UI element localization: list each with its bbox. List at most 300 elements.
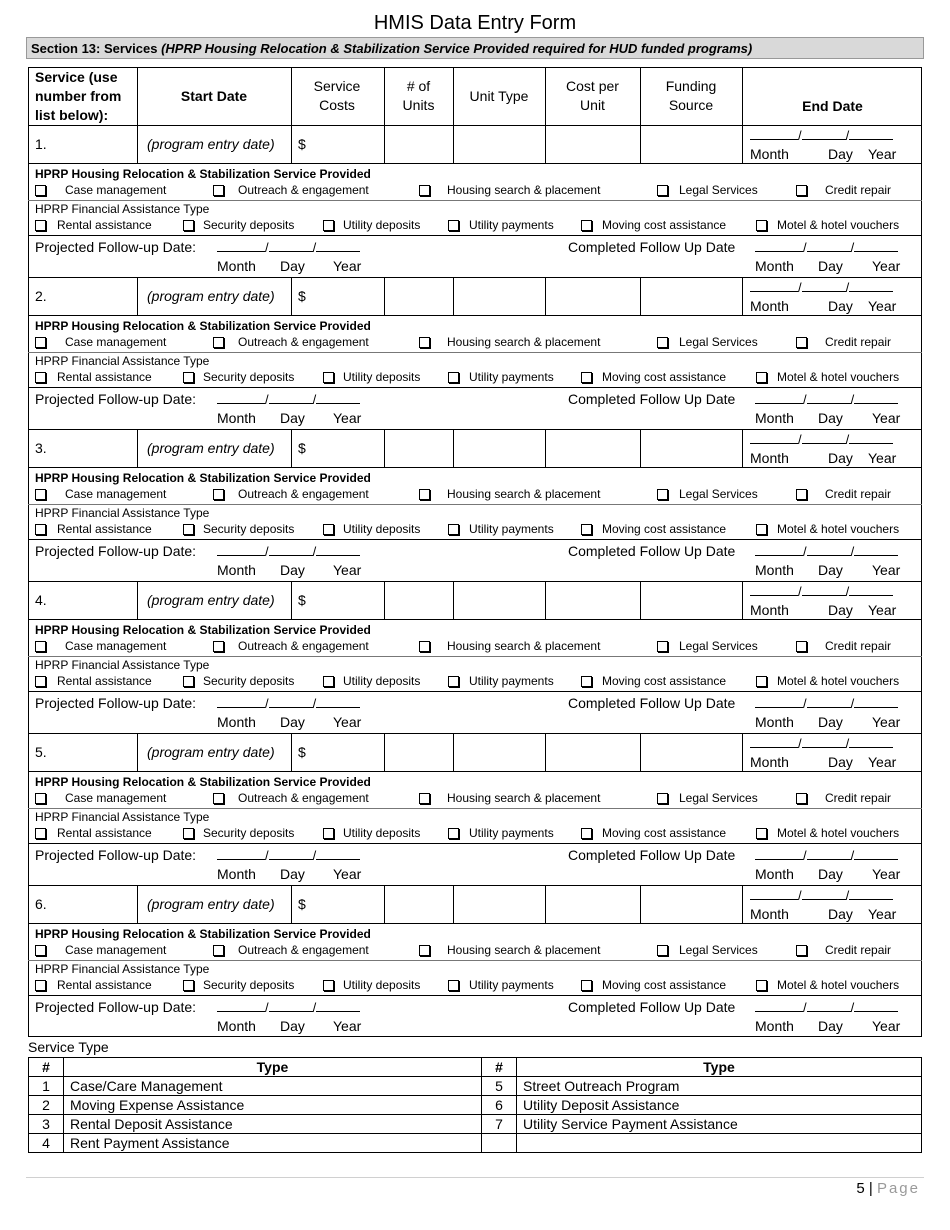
projected-date-day-input[interactable] (269, 999, 313, 1012)
cell-divider (742, 885, 743, 923)
hprp-service-label: Case management (65, 183, 167, 197)
hprp-service-label: Outreach & engagement (238, 335, 369, 349)
completed-date-fields (755, 847, 898, 863)
year-label: Year (333, 410, 362, 426)
checkbox[interactable] (419, 945, 430, 956)
financial-type-label: Rental assistance (57, 370, 152, 384)
cell-divider (453, 733, 454, 771)
hprp-service-label: Legal Services (679, 943, 758, 957)
cost-per-unit-input[interactable] (553, 889, 635, 921)
row-divider (28, 163, 922, 164)
cost-per-unit-input[interactable] (553, 737, 635, 769)
checkbox[interactable] (323, 220, 334, 231)
projected-date-month-input[interactable] (217, 999, 265, 1012)
hprp-service-label: Credit repair (825, 335, 892, 349)
cell-divider (545, 581, 546, 619)
checkbox[interactable] (657, 337, 668, 348)
checkbox[interactable] (213, 641, 224, 652)
end-date-day-input[interactable] (802, 583, 846, 596)
start-date-value[interactable]: (program entry date) (147, 896, 275, 912)
date-slash: / (798, 432, 802, 447)
cell-divider (545, 277, 546, 315)
start-date-value[interactable]: (program entry date) (147, 440, 275, 456)
projected-followup-label: Projected Follow-up Date: (35, 543, 197, 559)
start-date-value[interactable]: (program entry date) (147, 592, 275, 608)
day-label: Day (280, 562, 305, 578)
row-number: 2. (35, 288, 47, 304)
day-label: Day (280, 1018, 305, 1034)
completed-followup-label: Completed Follow Up Date (568, 391, 736, 407)
month-label: Month (217, 562, 256, 578)
day-label: Day (818, 258, 843, 274)
checkbox[interactable] (796, 945, 807, 956)
checkbox[interactable] (756, 980, 767, 991)
date-slash: / (803, 1000, 807, 1015)
month-label: Month (755, 714, 794, 730)
checkbox[interactable] (35, 980, 46, 991)
hprp-service-label: Outreach & engagement (238, 183, 369, 197)
checkbox[interactable] (796, 489, 807, 500)
projected-date-fields (217, 391, 360, 407)
day-label: Day (828, 754, 853, 770)
end-date-month-input[interactable] (750, 583, 798, 596)
projected-date-year-input[interactable] (316, 391, 360, 404)
cost-per-unit-input[interactable] (553, 585, 635, 617)
funding-source-input[interactable] (648, 737, 736, 769)
service-costs-input[interactable]: $ (298, 136, 306, 152)
cell-divider (291, 733, 292, 771)
table-header-cell: Type (64, 1058, 482, 1077)
date-slash: / (265, 544, 269, 559)
checkbox[interactable] (35, 793, 46, 804)
block-divider (28, 885, 922, 886)
date-slash: / (845, 432, 850, 447)
completed-date-fields (755, 239, 898, 255)
projected-date-year-input[interactable] (316, 695, 360, 708)
checkbox[interactable] (756, 220, 767, 231)
checkbox[interactable] (213, 337, 224, 348)
completed-date-month-input[interactable] (755, 695, 803, 708)
financial-type-label: Utility deposits (343, 218, 421, 232)
completed-date-fields (755, 543, 898, 559)
checkbox[interactable] (448, 220, 459, 231)
completed-date-month-input[interactable] (755, 999, 803, 1012)
end-date-day-input[interactable] (802, 735, 846, 748)
hprp-service-label: Credit repair (825, 183, 892, 197)
day-label: Day (818, 1018, 843, 1034)
month-label: Month (217, 258, 256, 274)
section-note: (HPRP Housing Relocation & Stabilization Service Provided required for HUD funded programs) (161, 41, 753, 56)
checkbox[interactable] (35, 524, 46, 535)
col-header-end-date: End Date (802, 98, 863, 114)
projected-followup-label: Projected Follow-up Date: (35, 239, 197, 255)
checkbox[interactable] (183, 220, 194, 231)
projected-date-day-input[interactable] (269, 847, 313, 860)
table-cell: 5 (482, 1077, 517, 1096)
financial-type-label: Moving cost assistance (602, 674, 727, 688)
row-number: 1. (35, 136, 47, 152)
service-costs-input[interactable]: $ (298, 896, 306, 912)
checkbox[interactable] (35, 220, 46, 231)
cell-divider (384, 277, 385, 315)
end-date-year-input[interactable] (849, 431, 893, 444)
checkbox[interactable] (35, 641, 46, 652)
col-header-start-date: Start Date (180, 88, 248, 104)
checkbox[interactable] (448, 980, 459, 991)
checkbox[interactable] (448, 676, 459, 687)
end-date-year-input[interactable] (849, 583, 893, 596)
completed-date-month-input[interactable] (755, 543, 803, 556)
col-header-service: Service (use number from list below): (35, 69, 122, 123)
start-date-value[interactable]: (program entry date) (147, 136, 275, 152)
checkbox[interactable] (581, 828, 592, 839)
table-cell: Moving Expense Assistance (64, 1096, 482, 1115)
col-header-service-costs: Service Costs (313, 78, 361, 113)
checkbox[interactable] (213, 185, 224, 196)
cell-divider (384, 125, 385, 163)
financial-type-label: Motel & hotel vouchers (777, 370, 900, 384)
hprp-service-label: Case management (65, 335, 167, 349)
checkbox[interactable] (581, 980, 592, 991)
completed-date-day-input[interactable] (807, 543, 851, 556)
completed-date-month-input[interactable] (755, 239, 803, 252)
page-footer (856, 1180, 920, 1197)
completed-date-year-input[interactable] (854, 543, 898, 556)
end-date-year-input[interactable] (849, 887, 893, 900)
date-slash: / (850, 696, 855, 711)
day-label: Day (828, 906, 853, 922)
units-input[interactable] (392, 129, 446, 161)
year-label: Year (333, 562, 362, 578)
checkbox[interactable] (323, 372, 334, 383)
checkbox[interactable] (419, 185, 430, 196)
checkbox[interactable] (323, 980, 334, 991)
row-number: 5. (35, 744, 47, 760)
funding-source-input[interactable] (648, 281, 736, 313)
projected-date-year-input[interactable] (316, 999, 360, 1012)
cost-per-unit-input[interactable] (553, 129, 635, 161)
projected-date-month-input[interactable] (217, 695, 265, 708)
funding-source-input[interactable] (648, 129, 736, 161)
hprp-service-label: Credit repair (825, 943, 892, 957)
completed-date-fields (755, 695, 898, 711)
end-date-day-input[interactable] (802, 431, 846, 444)
checkbox[interactable] (448, 524, 459, 535)
table-cell: Utility Service Payment Assistance (517, 1115, 922, 1134)
projected-date-month-input[interactable] (217, 239, 265, 252)
checkbox[interactable] (213, 489, 224, 500)
projected-followup-label: Projected Follow-up Date: (35, 999, 197, 1015)
col-header-unit-type: Unit Type (469, 88, 529, 104)
table-cell: Rental Deposit Assistance (64, 1115, 482, 1134)
financial-type-label: Utility payments (469, 218, 554, 232)
day-label: Day (818, 866, 843, 882)
date-slash: / (803, 392, 807, 407)
financial-type-label: Motel & hotel vouchers (777, 826, 900, 840)
service-costs-input[interactable]: $ (298, 440, 306, 456)
hprp-service-label: Housing search & placement (447, 639, 601, 653)
unit-type-input[interactable] (461, 737, 539, 769)
funding-source-input[interactable] (648, 889, 736, 921)
projected-date-month-input[interactable] (217, 847, 265, 860)
checkbox[interactable] (581, 524, 592, 535)
completed-date-year-input[interactable] (854, 239, 898, 252)
service-type-caption: Service Type (28, 1039, 109, 1055)
hprp-service-label: Outreach & engagement (238, 639, 369, 653)
hprp-service-label: Case management (65, 639, 167, 653)
year-label: Year (868, 450, 897, 466)
service-costs-input[interactable]: $ (298, 592, 306, 608)
completed-date-day-input[interactable] (807, 239, 851, 252)
checkbox[interactable] (323, 676, 334, 687)
hprp-service-label: Legal Services (679, 487, 758, 501)
checkbox[interactable] (35, 337, 46, 348)
section-label: Section 13: Services (31, 41, 158, 56)
row-divider (28, 808, 922, 809)
day-label: Day (828, 450, 853, 466)
units-input[interactable] (392, 737, 446, 769)
completed-date-month-input[interactable] (755, 391, 803, 404)
unit-type-input[interactable] (461, 281, 539, 313)
funding-source-input[interactable] (648, 585, 736, 617)
hprp-service-label: Legal Services (679, 639, 758, 653)
financial-type-label: Motel & hotel vouchers (777, 522, 900, 536)
table-cell: Case/Care Management (64, 1077, 482, 1096)
completed-date-year-input[interactable] (854, 391, 898, 404)
cell-divider (384, 581, 385, 619)
end-date-year-input[interactable] (849, 127, 893, 140)
units-input[interactable] (392, 889, 446, 921)
financial-type-label: Rental assistance (57, 218, 152, 232)
financial-heading: HPRP Financial Assistance Type (35, 202, 210, 216)
hprp-service-label: Outreach & engagement (238, 791, 369, 805)
end-date-fields (750, 127, 893, 143)
checkbox[interactable] (35, 945, 46, 956)
projected-date-day-input[interactable] (269, 695, 313, 708)
year-label: Year (333, 866, 362, 882)
unit-type-input[interactable] (461, 889, 539, 921)
units-input[interactable] (392, 433, 446, 465)
month-label: Month (755, 258, 794, 274)
financial-type-label: Security deposits (203, 978, 295, 992)
checkbox[interactable] (35, 489, 46, 500)
completed-followup-label: Completed Follow Up Date (568, 239, 736, 255)
row-divider (28, 995, 922, 996)
financial-type-label: Utility deposits (343, 674, 421, 688)
checkbox[interactable] (35, 828, 46, 839)
start-date-value[interactable]: (program entry date) (147, 744, 275, 760)
checkbox[interactable] (581, 220, 592, 231)
date-slash: / (850, 240, 855, 255)
completed-date-day-input[interactable] (807, 847, 851, 860)
units-input[interactable] (392, 585, 446, 617)
completed-date-year-input[interactable] (854, 847, 898, 860)
start-date-value[interactable]: (program entry date) (147, 288, 275, 304)
year-label: Year (333, 1018, 362, 1034)
completed-date-year-input[interactable] (854, 999, 898, 1012)
end-date-day-input[interactable] (802, 127, 846, 140)
checkbox[interactable] (657, 489, 668, 500)
funding-source-input[interactable] (648, 433, 736, 465)
checkbox[interactable] (35, 185, 46, 196)
financial-type-label: Utility payments (469, 978, 554, 992)
end-date-day-input[interactable] (802, 887, 846, 900)
cell-divider (137, 581, 138, 619)
checkbox[interactable] (581, 372, 592, 383)
checkbox[interactable] (796, 641, 807, 652)
checkbox[interactable] (796, 185, 807, 196)
unit-type-input[interactable] (461, 585, 539, 617)
cell-divider (137, 429, 138, 467)
checkbox[interactable] (756, 676, 767, 687)
table-header-cell: # (482, 1058, 517, 1077)
table-header-cell: # (29, 1058, 64, 1077)
projected-date-day-input[interactable] (269, 391, 313, 404)
row-divider (28, 467, 922, 468)
end-date-day-input[interactable] (802, 279, 846, 292)
checkbox[interactable] (183, 980, 194, 991)
month-label: Month (217, 866, 256, 882)
checkbox[interactable] (448, 828, 459, 839)
projected-date-fields (217, 695, 360, 711)
projected-date-day-input[interactable] (269, 239, 313, 252)
checkbox[interactable] (581, 676, 592, 687)
service-costs-input[interactable]: $ (298, 288, 306, 304)
hprp-service-heading: HPRP Housing Relocation & Stabilization Service Provided (35, 167, 371, 181)
block-divider (28, 277, 922, 278)
cell-divider (453, 429, 454, 467)
projected-date-year-input[interactable] (316, 543, 360, 556)
hprp-service-heading: HPRP Housing Relocation & Stabilization Service Provided (35, 927, 371, 941)
checkbox[interactable] (419, 337, 430, 348)
month-label: Month (750, 754, 789, 770)
hprp-service-heading: HPRP Housing Relocation & Stabilization Service Provided (35, 623, 371, 637)
cell-divider (291, 429, 292, 467)
checkbox[interactable] (183, 828, 194, 839)
table-row (29, 1115, 922, 1134)
cell-divider (453, 277, 454, 315)
checkbox[interactable] (796, 793, 807, 804)
financial-type-label: Moving cost assistance (602, 978, 727, 992)
cell-divider (640, 885, 641, 923)
checkbox[interactable] (796, 337, 807, 348)
checkbox[interactable] (183, 372, 194, 383)
completed-date-day-input[interactable] (807, 391, 851, 404)
unit-type-input[interactable] (461, 433, 539, 465)
projected-date-month-input[interactable] (217, 391, 265, 404)
table-header-row (29, 1058, 922, 1077)
month-label: Month (750, 146, 789, 162)
hprp-service-label: Housing search & placement (447, 335, 601, 349)
financial-type-label: Rental assistance (57, 522, 152, 536)
checkbox[interactable] (323, 524, 334, 535)
checkbox[interactable] (419, 793, 430, 804)
row-divider (28, 771, 922, 772)
end-date-year-input[interactable] (849, 279, 893, 292)
end-date-month-input[interactable] (750, 887, 798, 900)
row-divider (28, 619, 922, 620)
row-divider (28, 539, 922, 540)
date-slash: / (312, 544, 317, 559)
end-date-month-input[interactable] (750, 735, 798, 748)
checkbox[interactable] (756, 828, 767, 839)
financial-type-label: Security deposits (203, 826, 295, 840)
financial-heading: HPRP Financial Assistance Type (35, 506, 210, 520)
checkbox[interactable] (419, 489, 430, 500)
checkbox[interactable] (213, 793, 224, 804)
hprp-service-label: Credit repair (825, 791, 892, 805)
checkbox[interactable] (756, 372, 767, 383)
day-label: Day (828, 602, 853, 618)
checkbox[interactable] (657, 793, 668, 804)
projected-date-year-input[interactable] (316, 239, 360, 252)
end-date-month-input[interactable] (750, 127, 798, 140)
projected-date-day-input[interactable] (269, 543, 313, 556)
completed-date-month-input[interactable] (755, 847, 803, 860)
checkbox[interactable] (323, 828, 334, 839)
date-slash: / (845, 280, 850, 295)
units-input[interactable] (392, 281, 446, 313)
projected-followup-label: Projected Follow-up Date: (35, 391, 197, 407)
service-costs-input[interactable]: $ (298, 744, 306, 760)
checkbox[interactable] (183, 676, 194, 687)
cost-per-unit-input[interactable] (553, 433, 635, 465)
end-date-year-input[interactable] (849, 735, 893, 748)
checkbox[interactable] (756, 524, 767, 535)
hprp-service-label: Credit repair (825, 639, 892, 653)
financial-type-label: Utility deposits (343, 826, 421, 840)
checkbox[interactable] (419, 641, 430, 652)
projected-date-month-input[interactable] (217, 543, 265, 556)
checkbox[interactable] (213, 945, 224, 956)
financial-type-label: Motel & hotel vouchers (777, 978, 900, 992)
hprp-service-label: Housing search & placement (447, 183, 601, 197)
projected-date-year-input[interactable] (316, 847, 360, 860)
completed-date-year-input[interactable] (854, 695, 898, 708)
date-slash: / (803, 544, 807, 559)
row-divider (28, 960, 922, 961)
cost-per-unit-input[interactable] (553, 281, 635, 313)
completed-date-day-input[interactable] (807, 695, 851, 708)
page-number: 5 (856, 1180, 865, 1197)
date-slash: / (312, 848, 317, 863)
checkbox[interactable] (35, 676, 46, 687)
end-date-month-input[interactable] (750, 431, 798, 444)
end-date-month-input[interactable] (750, 279, 798, 292)
checkbox[interactable] (183, 524, 194, 535)
checkbox[interactable] (35, 372, 46, 383)
hprp-service-label: Legal Services (679, 183, 758, 197)
completed-date-day-input[interactable] (807, 999, 851, 1012)
completed-followup-label: Completed Follow Up Date (568, 543, 736, 559)
hprp-service-label: Housing search & placement (447, 943, 601, 957)
cell-divider (453, 885, 454, 923)
block-divider (28, 429, 922, 430)
row-divider (28, 504, 922, 505)
checkbox[interactable] (448, 372, 459, 383)
completed-date-fields (755, 999, 898, 1015)
end-date-fields (750, 279, 893, 295)
cell-divider (545, 429, 546, 467)
date-slash: / (845, 888, 850, 903)
day-label: Day (280, 714, 305, 730)
date-slash: / (265, 848, 269, 863)
checkbox[interactable] (657, 945, 668, 956)
unit-type-input[interactable] (461, 129, 539, 161)
cell-divider (640, 277, 641, 315)
checkbox[interactable] (657, 185, 668, 196)
checkbox[interactable] (657, 641, 668, 652)
